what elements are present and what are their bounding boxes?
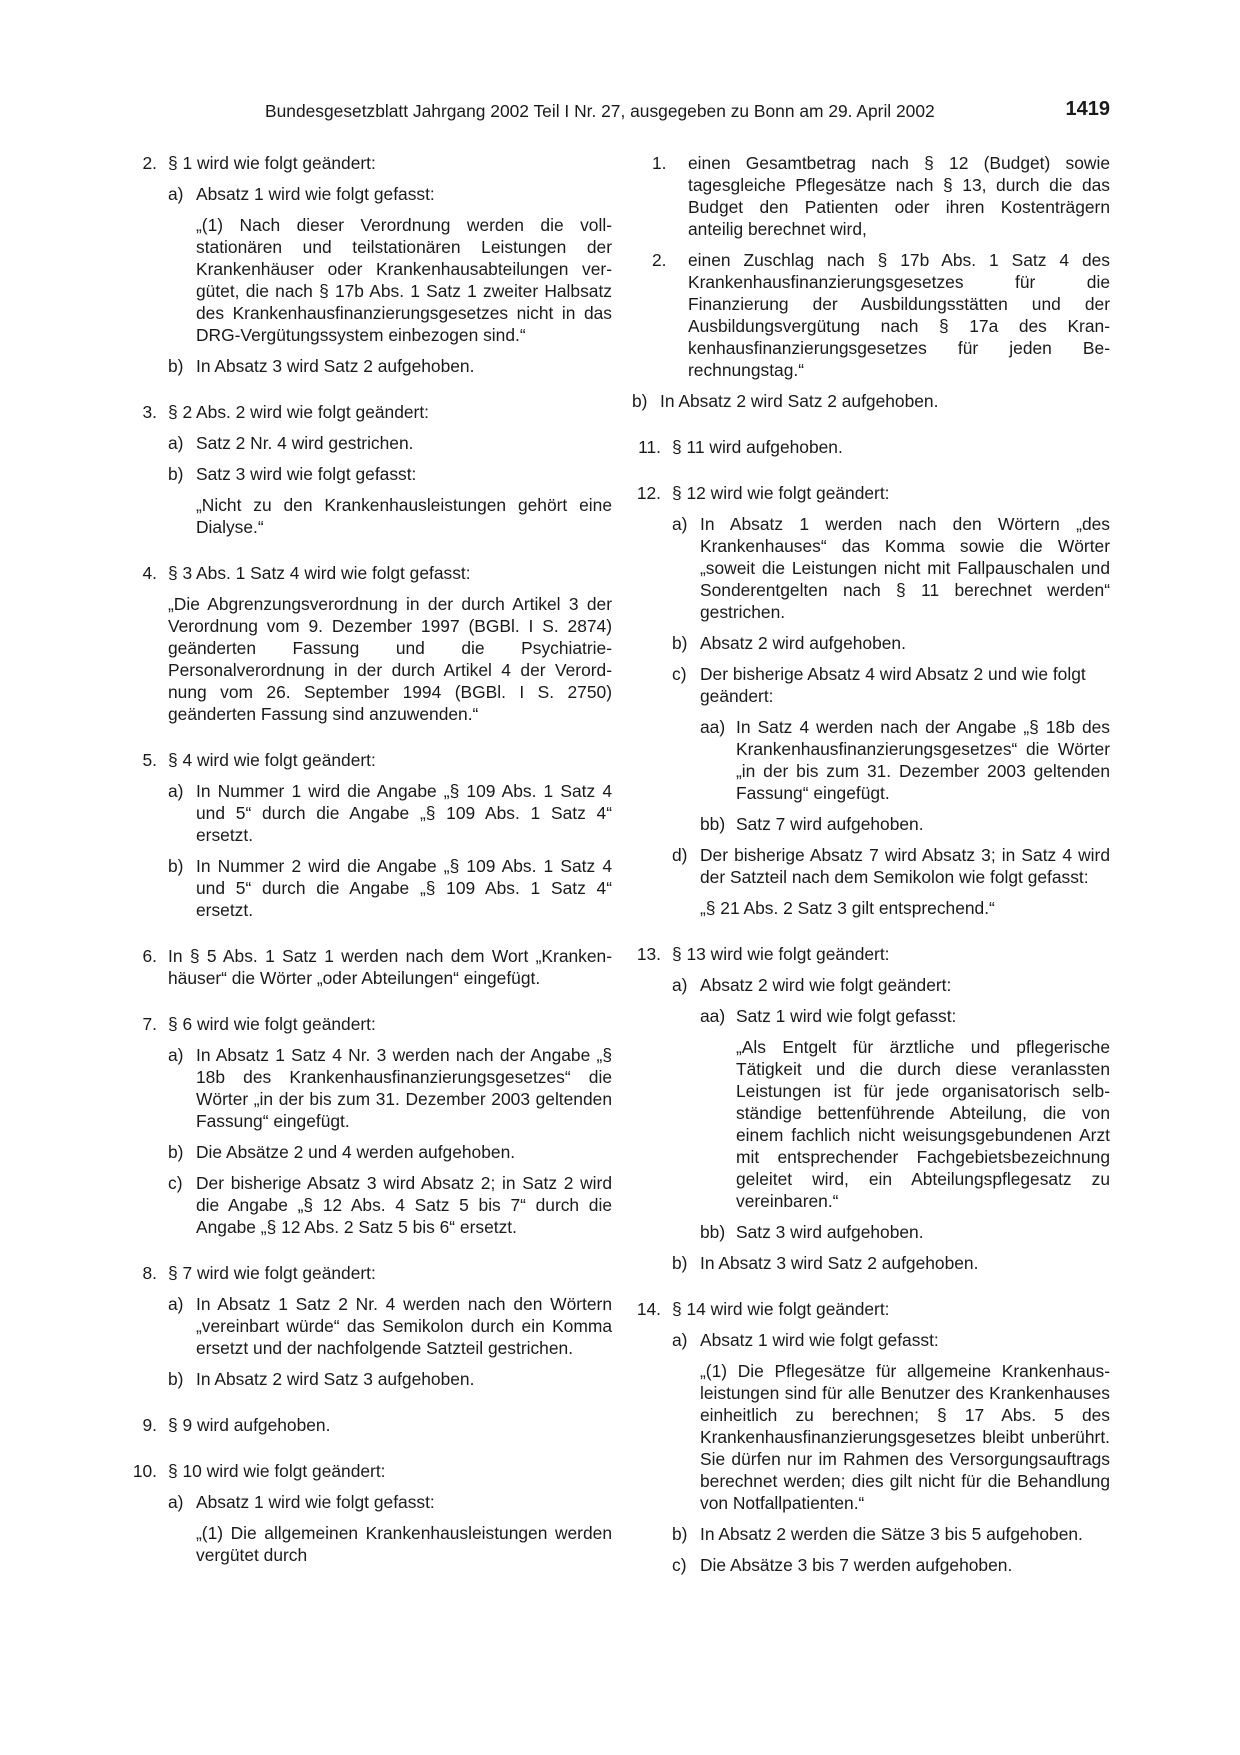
item-number: 12.: [636, 483, 661, 503]
page-header: [128, 100, 1110, 124]
item-text: § 10 wird wie folgt geändert:: [168, 1461, 386, 1481]
subitem-a: [168, 780, 612, 846]
subitem-label: b): [168, 356, 184, 376]
item-4: [128, 562, 612, 725]
subitem-text: In Absatz 3 wird Satz 2 aufgehoben.: [700, 1253, 979, 1273]
subsubitem-text: Satz 1 wird wie folgt gefasst:: [736, 1006, 957, 1026]
subitem-a: [168, 1044, 612, 1132]
subitem-text: Satz 2 Nr. 4 wird gestrichen.: [196, 433, 414, 453]
subitem-c: [672, 663, 1110, 835]
quoted-text: „Die Abgrenzungsverordnung in der durch Artikel 3 der Verordnung vom 9. Dezember 1997 (BGBl. I S. 2874) geänderten Fassung und die Psychiatrie-Personalverordnung in der durch Artikel 4 der Verordnung vom 26. September 1994 (BGBl. I S. 2750) geänderten Fassung sind anzuwenden.“: [168, 594, 612, 724]
item-10-continued: [632, 152, 1110, 412]
subitem-b: [632, 390, 1110, 412]
quoted-text: „§ 21 Abs. 2 Satz 3 gilt entsprechend.“: [700, 898, 995, 918]
subitem-b: [672, 1523, 1110, 1545]
item-12: [632, 482, 1110, 919]
item-number: 6.: [142, 946, 157, 966]
subitem-label: b): [168, 464, 184, 484]
item-text: § 1 wird wie folgt geändert:: [168, 153, 376, 173]
subitem-text: Der bisherige Absatz 3 wird Absatz 2; in Satz 2 wird die Angabe „§ 12 Abs. 4 Satz 5 bis 7“ durch die Angabe „§ 12 Abs. 2 Satz 5 bis 6“ ersetzt.: [196, 1173, 612, 1237]
subitem-label: c): [672, 1555, 687, 1575]
subitem-text: Die Absätze 2 und 4 werden aufgehoben.: [196, 1142, 516, 1162]
subitem-a: [168, 183, 612, 346]
subitem-label: b): [168, 1142, 184, 1162]
subitem-text: In Absatz 1 werden nach den Wörtern „des Krankenhauses“ das Komma sowie die Wörter „soweit die Leistungen nicht mit Fallpauschalen und Sonderentgelten nach § 11 berechnet werden“ gestrichen.: [700, 514, 1110, 622]
subitem-label: a): [672, 1330, 688, 1350]
item-text: § 14 wird wie folgt geändert:: [672, 1299, 890, 1319]
item-number: 10.: [132, 1461, 157, 1481]
quoted-list-item-1: [652, 152, 1110, 240]
item-number: 11.: [638, 437, 661, 457]
subitem-label: d): [672, 845, 688, 865]
subitem-label: a): [168, 1492, 184, 1512]
subsubitem-text: In Satz 4 werden nach der Angabe „§ 18b des Krankenhausfinanzierungsgesetzes“ die Wörter „in der bis zum 31. Dezember 2003 geltenden Fassung“ eingefügt.: [736, 717, 1110, 803]
subitem-text: In Nummer 1 wird die Angabe „§ 109 Abs. 1 Satz 4 und 5“ durch die Angabe „§ 109 Abs. 1 Satz 4“ ersetzt.: [196, 781, 612, 845]
item-13: [632, 943, 1110, 1274]
quoted-text: „(1) Die allgemeinen Krankenhausleistungen werden vergütet durch: [196, 1523, 612, 1565]
item-6: [128, 945, 612, 989]
subitem-c: [672, 1554, 1110, 1576]
subitem-d: [672, 844, 1110, 919]
subitem-label: c): [672, 664, 687, 684]
subitem-text: In Absatz 2 wird Satz 3 aufgehoben.: [196, 1369, 475, 1389]
item-number: 14.: [636, 1299, 661, 1319]
subsubitem-bb: [700, 1221, 1110, 1243]
subitem-a: [672, 513, 1110, 623]
subitem-text: Der bisherige Absatz 7 wird Absatz 3; in Satz 4 wird der Satzteil nach dem Semikolon wie folgt gefasst:: [700, 845, 1110, 887]
subitem-label: a): [672, 514, 688, 534]
right-column: [632, 152, 1110, 1600]
subitem-label: b): [168, 856, 184, 876]
subitem-label: b): [672, 1253, 688, 1273]
subsubitem-aa: [700, 1005, 1110, 1212]
item-text: § 3 Abs. 1 Satz 4 wird wie folgt gefasst:: [168, 563, 471, 583]
subitem-text: Satz 3 wird wie folgt gefasst:: [196, 464, 417, 484]
subitem-text: In Absatz 1 Satz 4 Nr. 3 werden nach der Angabe „§ 18b des Krankenhausfinanzierungsgesetzes“ die Wörter „in der bis zum 31. Dezember 2003 geltenden Fassung“ eingefügt.: [196, 1045, 612, 1131]
list-item-number: 2.: [652, 250, 667, 270]
subitem-text: In Absatz 1 Satz 2 Nr. 4 werden nach den Wörtern „vereinbart würde“ das Semikolon durch ein Komma ersetzt und der nachfolgende Satzteil gestrichen.: [196, 1294, 612, 1358]
subsubitem-label: bb): [700, 1222, 726, 1242]
list-item-text: einen Gesamtbetrag nach § 12 (Budget) sowie tagesgleiche Pflegesätze nach § 13, durch die das Budget den Patienten oder ihren Kostenträgern anteilig berechnet wird,: [688, 153, 1110, 239]
item-text: § 7 wird wie folgt geändert:: [168, 1263, 376, 1283]
item-number: 3.: [142, 402, 157, 422]
item-text: § 4 wird wie folgt geändert:: [168, 750, 376, 770]
item-9: [128, 1414, 612, 1436]
subsubitem-aa: [700, 716, 1110, 804]
quoted-text: „Nicht zu den Krankenhausleistungen gehört eine Dialyse.“: [196, 495, 612, 537]
item-text: § 11 wird aufgehoben.: [672, 437, 843, 457]
item-number: 9.: [142, 1415, 157, 1435]
item-number: 2.: [142, 153, 157, 173]
item-text: In § 5 Abs. 1 Satz 1 werden nach dem Wort „Krankenhäuser“ die Wörter „oder Abteilungen“ eingefügt.: [168, 946, 612, 988]
item-number: 8.: [142, 1263, 157, 1283]
subitem-a: [672, 974, 1110, 1243]
quoted-numbered-list: [652, 152, 1110, 381]
subitem-a: [168, 1293, 612, 1359]
left-column: [128, 152, 612, 1590]
page-number: 1419: [1065, 98, 1110, 120]
item-5: [128, 749, 612, 921]
subitem-text: Der bisherige Absatz 4 wird Absatz 2 und wie folgt geändert:: [700, 664, 1086, 706]
subitem-label: b): [672, 1524, 688, 1544]
subitem-text: Absatz 1 wird wie folgt gefasst:: [196, 184, 435, 204]
gazette-title: Bundesgesetzblatt Jahrgang 2002 Teil I Nr. 27, ausgegeben zu Bonn am 29. April 2002: [265, 101, 935, 121]
subitem-text: In Absatz 2 wird Satz 2 aufgehoben.: [660, 391, 939, 411]
item-14: [632, 1298, 1110, 1576]
subitem-b: [168, 463, 612, 538]
subitem-a: [168, 432, 612, 454]
subitem-b: [168, 1141, 612, 1163]
quoted-list-item-2: [652, 249, 1110, 381]
subitem-label: a): [168, 184, 184, 204]
subitem-text: Absatz 1 wird wie folgt gefasst:: [700, 1330, 939, 1350]
subitem-b: [672, 632, 1110, 654]
subitem-b: [168, 855, 612, 921]
subitem-c: [168, 1172, 612, 1238]
subitem-label: b): [632, 391, 648, 411]
subitem-label: a): [672, 975, 688, 995]
list-item-text: einen Zuschlag nach § 17b Abs. 1 Satz 4 des Krankenhausfinanzierungsgesetzes für die Finanzierung der Ausbildungsstätten und der Ausbildungsvergütung nach § 17a des Krankenhausfinanzierungsgesetzes für jeden Berechnungstag.“: [688, 250, 1110, 380]
subitem-label: a): [168, 1045, 184, 1065]
subitem-text: Absatz 2 wird wie folgt geändert:: [700, 975, 952, 995]
subitem-a: [168, 1491, 612, 1566]
quoted-text: „(1) Nach dieser Verordnung werden die vollstationären und teilstationären Leistungen der Krankenhäuser oder Krankenhausabteilungen vergütet, die nach § 17b Abs. 1 Satz 1 zweiter Halbsatz des Krankenhausfinanzierungsgesetzes nicht in das DRG-Vergütungssystem einbezogen sind.“: [196, 215, 612, 345]
subsubitem-text: Satz 3 wird aufgehoben.: [736, 1222, 924, 1242]
item-number: 5.: [142, 750, 157, 770]
subitem-label: a): [168, 433, 184, 453]
subitem-text: Absatz 1 wird wie folgt gefasst:: [196, 1492, 435, 1512]
item-text: § 9 wird aufgehoben.: [168, 1415, 331, 1435]
quoted-text: „(1) Die Pflegesätze für allgemeine Krankenhausleistungen sind für alle Benutzer des Krankenhauses einheitlich zu berechnen; § 17 Abs. 5 des Krankenhausfinanzierungsgesetzes bleibt unberührt. Sie dürfen nur im Rahmen des Versorgungsauftrags berechnet werden; dies gilt nicht für die Behandlung von Notfallpatienten.“: [700, 1361, 1110, 1513]
item-number: 4.: [142, 563, 157, 583]
item-text: § 13 wird wie folgt geändert:: [672, 944, 890, 964]
item-10: [128, 1460, 612, 1566]
subsubitem-label: bb): [700, 814, 726, 834]
quoted-text: „Als Entgelt für ärztliche und pflegerische Tätigkeit und die durch diese veranlassten Leistungen ist für jede organisatorisch selbständige bettenführende Abteilung, die von einem fachlich nicht weisungsgebundenen Arzt mit entsprechender Fachgebietsbezeichnung geleitet wird, ein Abteilungspflegesatz zu vereinbaren.“: [736, 1037, 1110, 1211]
item-text: § 12 wird wie folgt geändert:: [672, 483, 890, 503]
subitem-text: In Nummer 2 wird die Angabe „§ 109 Abs. 1 Satz 4 und 5“ durch die Angabe „§ 109 Abs. 1 Satz 4“ ersetzt.: [196, 856, 612, 920]
item-11: [632, 436, 1110, 458]
subitem-b: [168, 1368, 612, 1390]
subitem-b: [672, 1252, 1110, 1274]
subsubitem-bb: [700, 813, 1110, 835]
subsubitem-text: Satz 7 wird aufgehoben.: [736, 814, 924, 834]
subitem-text: In Absatz 2 werden die Sätze 3 bis 5 aufgehoben.: [700, 1524, 1083, 1544]
item-text: § 6 wird wie folgt geändert:: [168, 1014, 376, 1034]
subitem-label: b): [168, 1369, 184, 1389]
item-7: [128, 1013, 612, 1238]
item-number: 7.: [142, 1014, 157, 1034]
subitem-label: c): [168, 1173, 183, 1193]
subsubitem-label: aa): [700, 717, 726, 737]
list-item-number: 1.: [652, 153, 667, 173]
item-text: § 2 Abs. 2 wird wie folgt geändert:: [168, 402, 430, 422]
subitem-text: In Absatz 3 wird Satz 2 aufgehoben.: [196, 356, 475, 376]
subitem-label: b): [672, 633, 688, 653]
item-8: [128, 1262, 612, 1390]
item-number: 13.: [636, 944, 661, 964]
subsubitem-label: aa): [700, 1006, 726, 1026]
subitem-text: Absatz 2 wird aufgehoben.: [700, 633, 906, 653]
subitem-label: a): [168, 781, 184, 801]
item-3: [128, 401, 612, 538]
subitem-label: a): [168, 1294, 184, 1314]
subitem-a: [672, 1329, 1110, 1514]
subitem-text: Die Absätze 3 bis 7 werden aufgehoben.: [700, 1555, 1013, 1575]
item-2: [128, 152, 612, 377]
subitem-b: [168, 355, 612, 377]
